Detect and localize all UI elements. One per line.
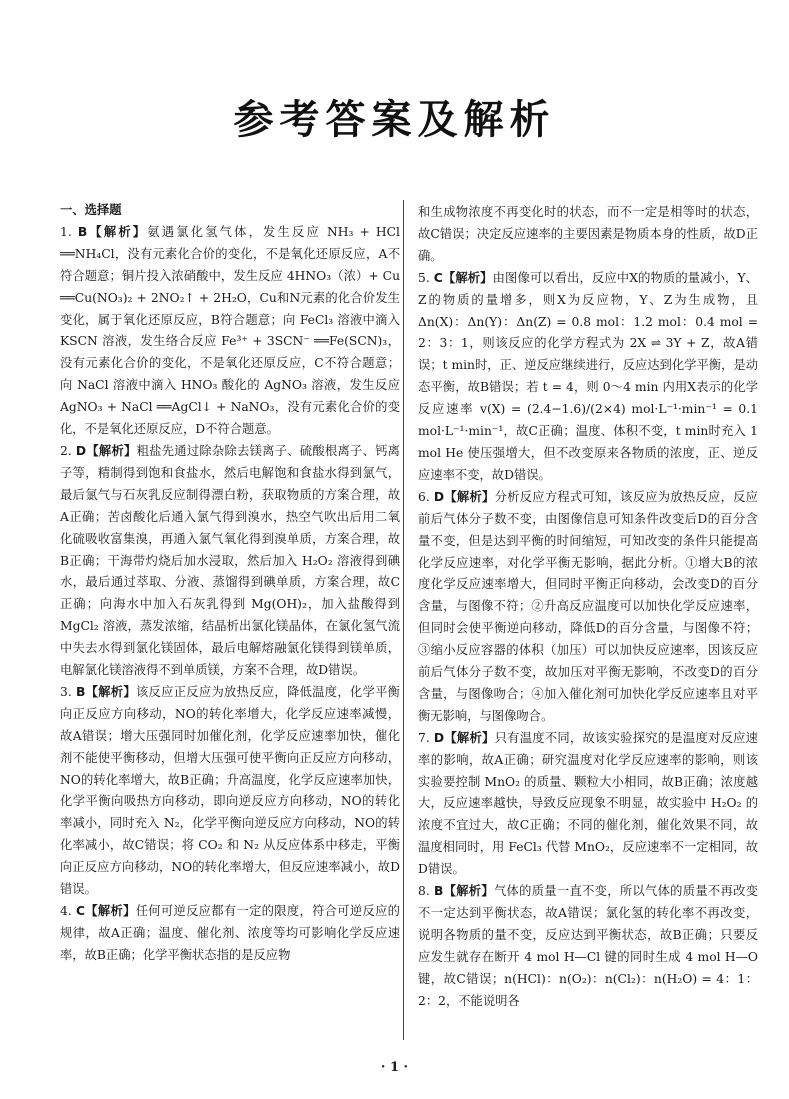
continued-text: 和生成物浓度不再变化时的状态，而不一定是相等时的状态，故C错误；决定反应速率的主要因素是物质本身的性质，故D正确。 [418,205,758,263]
analysis-tag: 【解析】 [85,684,136,699]
item-number: 7. [418,730,430,745]
answer-letter: C [433,270,443,285]
right-items [418,268,758,1013]
item-number: 3. [60,684,72,699]
answer-text: 只有温度不同，故该实验探究的是温度对反应速率的影响，故A正确；研究温度对化学反应速率的影响，则该实验要控制 MnO₂ 的质量、颗粒大小相同，故B正确；浓度越大，反应速率越快，导致反应现象不明显，故实验中 H₂O₂ 的浓度不宜过大，故C正确；不同的催化剂，催化效果不同，故温度相同时，用 FeCl₃ 代替 MnO₂，反应速率不一定相同，故D错误。 [418,730,758,877]
analysis-tag: 【解析】 [444,489,495,504]
analysis-tag: 【解析】 [442,270,493,285]
answer-item [60,441,400,682]
page-number: · 1 · [380,1060,409,1075]
answer-letter: C [75,904,85,918]
answer-item [60,682,400,901]
answer-item [418,268,758,487]
answer-item [418,487,758,728]
answer-letter: D [433,730,445,745]
analysis-tag: 【解析】 [87,224,148,239]
answer-letter: D [75,443,87,458]
answer-item [60,901,400,967]
item-number: 5. [418,270,430,285]
analysis-tag: 【解析】 [86,443,137,458]
item-number: 8. [418,884,430,899]
column-divider [403,200,404,1040]
item-number: 4. [60,904,72,918]
item-number: 2. [60,443,72,458]
answer-item [418,728,758,881]
item-number: 6. [418,489,430,504]
analysis-tag: 【解析】 [444,730,495,745]
answer-item [60,222,400,441]
answer-text: 任何可逆反应都有一定的限度，符合可逆反应的规律，故A正确；温度、催化剂、浓度等均可影响化学反应速率，故B正确；化学平衡状态指的是反应物 [60,904,400,962]
section-heading: 一、选择题 [60,203,122,217]
answer-letter: B [77,224,88,239]
right-column [418,202,758,1013]
left-column [60,200,400,967]
answer-text: 该反应正反应为放热反应，降低温度，化学平衡向正反应方向移动，NO的转化率增大，化学反应速率减慢，故A错误；增大压强同时加催化剂，化学反应速率加快，催化剂不能使平衡移动，但增大压强可使平衡向正反应方向移动，NO的转化率增大，故B正确；升高温度，化学反应速率加快，化学平衡向吸热方向移动，即向逆反应方向移动，NO的转化率减小，同时充入 N₂，化学平衡向逆反应方向移动，NO的转化率减小，故C错误；将 CO₂ 和 N₂ 从反应体系中移走，平衡向正反应方向移动，NO的转化率增大，但反应速率减小，故D错误。 [60,684,400,897]
answer-text: 气体的质量一直不变，所以气体的质量不再改变不一定达到平衡状态，故A错误；氯化氢的转化率不再改变，说明各物质的量不变，反应达到平衡状态，故B正确；只要反应发生就存在断开 4 mol H—Cl 键的同时生成 4 mol H—O 键，故C错误；n(HCl)：n(O₂)：n(Cl₂)：n(H₂O) = 4：1：2：2，不能说明各 [418,884,758,1008]
answer-text: 粗盐先通过除杂除去镁离子、硫酸根离子、钙离子等，精制得到饱和食盐水，然后电解饱和食盐水得到氯气，最后氯气与石灰乳反应制得漂白粉，获取物质的方案合理，故A正确；苦卤酸化后通入氯气得到溴水，热空气吹出后用二氧化硫吸收富集溴，再通入氯气氧化得到溴单质，方案合理，故B正确；干海带灼烧后加水浸取，然后加入 H₂O₂ 溶液得到碘水，最后通过萃取、分液、蒸馏得到碘单质，方案合理，故C正确；向海水中加入石灰乳得到 Mg(OH)₂，加入盐酸得到 MgCl₂ 溶液，蒸发浓缩，结晶析出氯化镁晶体，在氯化氢气流中失去水得到氯化镁固体，最后电解熔融氯化镁得到镁单质，电解氯化镁溶液得不到单质镁，方案不合理，故D错误。 [60,443,400,678]
answer-letter: D [433,489,445,504]
analysis-tag: 【解析】 [443,884,494,899]
answer-item [418,881,758,1012]
answer-text: 分析反应方程式可知，该反应为放热反应，反应前后气体分子数不变，由图像信息可知条件改变后D的百分含量不变，但是达到平衡的时间缩短，可知改变的条件只能提高化学反应速率，对化学平衡无影响，据此分析。①增大B的浓度化学反应速率增大，但同时平衡正向移动，会改变D的百分含量，与图像不符；②升高反应温度可以加快化学反应速率，但同时会使平衡逆向移动，降低D的百分含量，与图像不符；③缩小反应容器的体积（加压）可以加快反应速率，因该反应前后气体分子数不变，故加压对平衡无影响，不改变D的百分含量，与图像吻合；④加入催化剂可加快化学反应速率且对平衡无影响，与图像吻合。 [418,489,758,723]
left-items [60,222,400,967]
answer-text: 氨遇氯化氢气体，发生反应 NH₃ + HCl ══NH₄Cl，没有元素化合价的变化，不是氧化还原反应，A不符合题意；铜片投入浓硝酸中，发生反应 4HNO₃（浓）+ Cu ══Cu(NO₃)₂ + 2NO₂↑ + 2H₂O，Cu和N元素的化合价发生变化，属于氧化还原反应，B符合题意；向 FeCl₃ 溶液中滴入 KSCN 溶液，发生络合反应 Fe³⁺ + 3SCN⁻ ══Fe(SCN)₃，没有元素化合价的变化，不是氧化还原反应，C不符合题意；向 NaCl 溶液中滴入 HNO₃ 酸化的 AgNO₃ 溶液，发生反应 AgNO₃ + NaCl ══AgCl↓ + NaNO₃，没有元素化合价的变化，不是氧化还原反应，D不符合题意。 [60,224,400,437]
answer-text: 由图像可以看出，反应中X的物质的量减小，Y、Z的物质的量增多，则X为反应物，Y、Z为生成物，且 Δn(X)：Δn(Y)：Δn(Z) = 0.8 mol：1.2 mol：0.4 mol = 2：3：1，则该反应的化学方程式为 2X ⇌ 3Y + Z，故A错误；t min时，正、逆反应继续进行，反应达到化学平衡，是动态平衡，故B错误；若 t = 4，则 0～4 min 内用X表示的化学反应速率 v(X) = (2.4−1.6)/(2×4) mol·L⁻¹·min⁻¹ = 0.1 mol·L⁻¹·min⁻¹，故C正确；温度、体积不变，t min时充入 1 mol He 使压强增大，但不改变原来各物质的浓度，正、逆反应速率不变，故D错误。 [418,270,758,482]
analysis-tag: 【解析】 [84,904,136,918]
item-number: 1. [60,224,72,239]
answer-letter: B [75,684,86,699]
answer-letter: B [433,884,444,899]
page-title: 参考答案及解析 [233,97,556,143]
